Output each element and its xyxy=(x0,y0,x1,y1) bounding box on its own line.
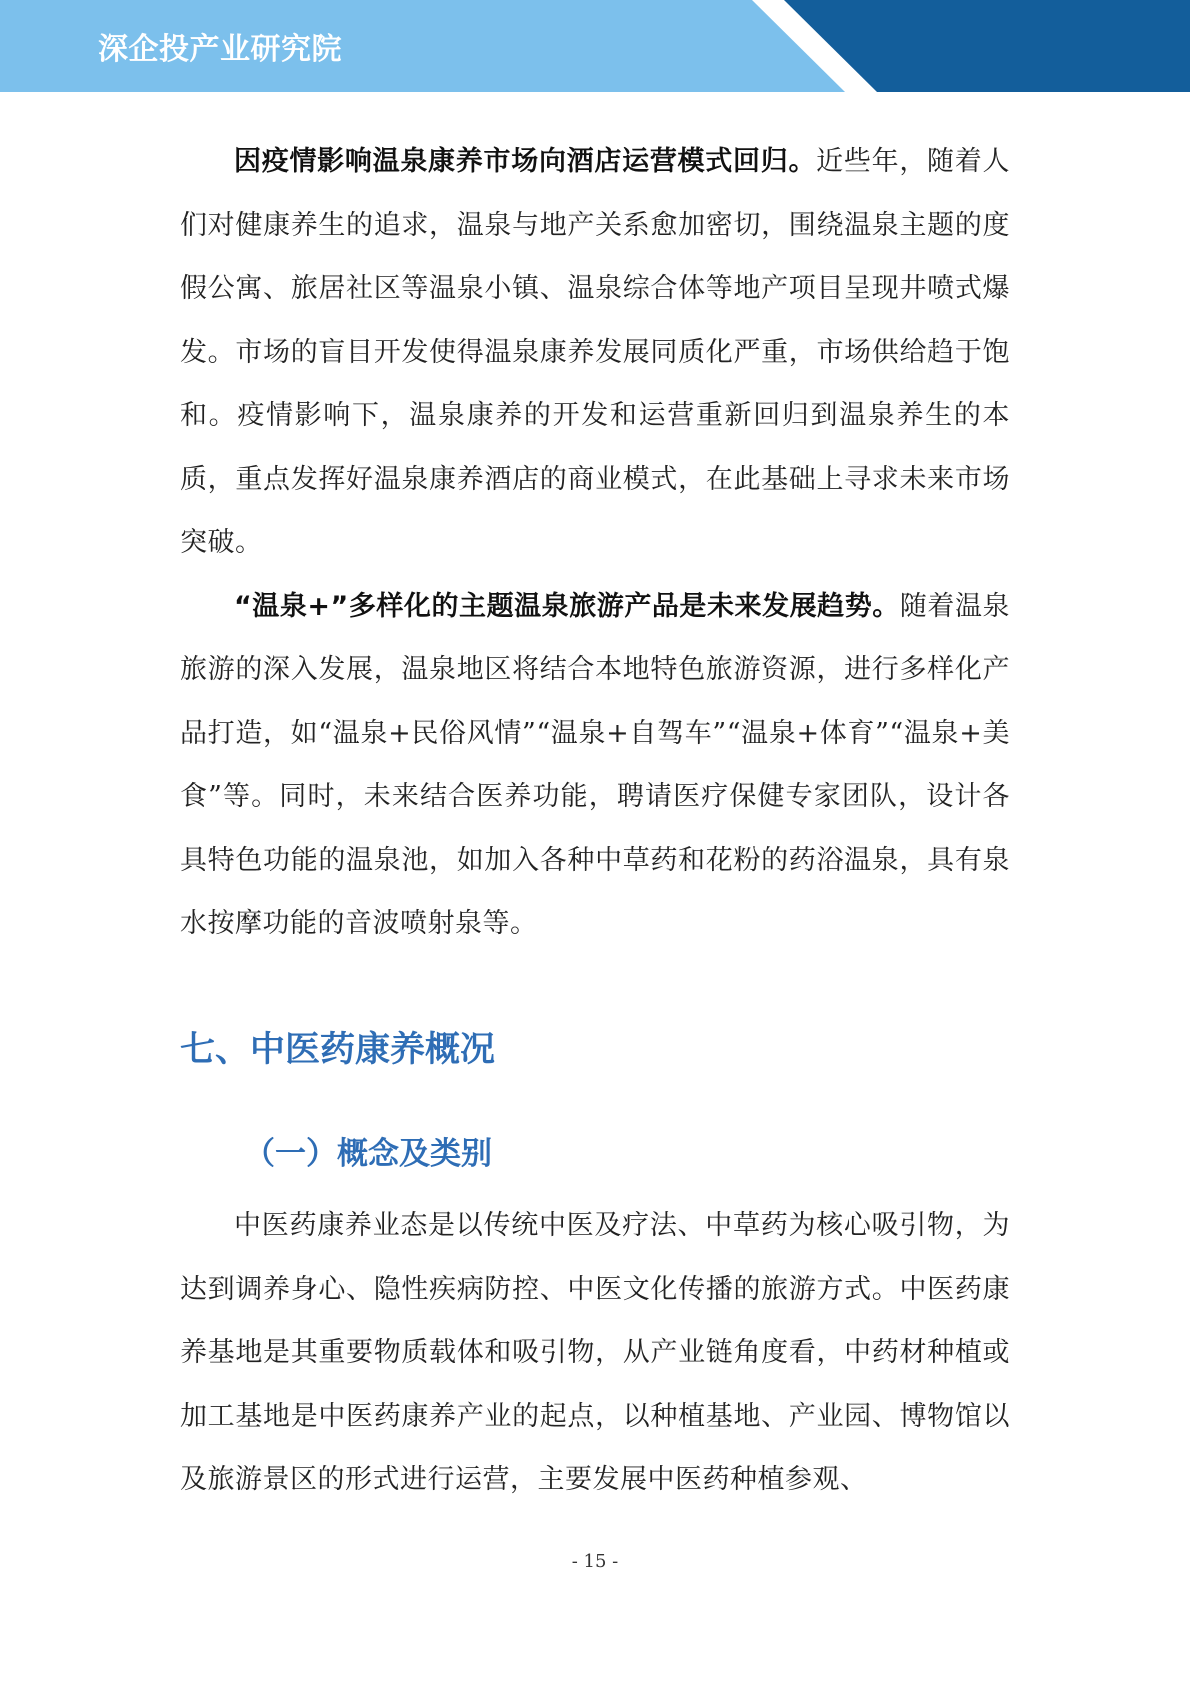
header-dark-band xyxy=(784,0,1190,92)
body-content xyxy=(180,130,1010,956)
header-band xyxy=(0,0,1190,92)
sub-heading: （一）概念及类别 xyxy=(244,1136,492,1172)
paragraph-lead: 因疫情影响温泉康养市场向酒店运营模式回归。 xyxy=(234,146,817,177)
paragraph-tcm-wellness: 中医药康养业态是以传统中医及疗法、中草药为核心吸引物，为达到调养身心、隐性疾病防控、中医文化传播的旅游方式。中医药康养基地是其重要物质载体和吸引物，从产业链角度看，中药材种植或加工基地是中医药康养产业的起点，以种植基地、产业园、博物馆以及旅游景区的形式进行运营，主要发展中医药种植参观、 xyxy=(180,1210,1010,1495)
paragraph-hot-spring-plus xyxy=(180,575,1010,956)
header-title: 深企投产业研究院 xyxy=(98,32,342,67)
page-number: - 15 - xyxy=(571,1551,619,1572)
paragraph-hot-spring-hotel xyxy=(180,130,1010,575)
paragraph-lead: “温泉+”多样化的主题温泉旅游产品是未来发展趋势。 xyxy=(234,590,900,622)
section-heading: 七、中医药康养概况 xyxy=(180,1030,496,1070)
paragraph-body: 随着温泉旅游的深入发展，温泉地区将结合本地特色旅游资源，进行多样化产品打造，如“温泉+民俗风情”“温泉+自驾车”“温泉+体育”“温泉+美食”等。同时，未来结合医养功能，聘请医疗保健专家团队，设计各具特色功能的温泉池，如加入各种中草药和花粉的药浴温泉，具有泉水按摩功能的音波喷射泉等。 xyxy=(180,590,1010,939)
paragraph-body: 近些年，随着人们对健康养生的追求，温泉与地产关系愈加密切，围绕温泉主题的度假公寓、旅居社区等温泉小镇、温泉综合体等地产项目呈现井喷式爆发。市场的盲目开发使得温泉康养发展同质化严重，市场供给趋于饱和。疫情影响下，温泉康养的开发和运营重新回归到温泉养生的本质，重点发挥好温泉康养酒店的商业模式，在此基础上寻求未来市场突破。 xyxy=(180,146,1011,558)
section-content xyxy=(180,1194,1010,1512)
